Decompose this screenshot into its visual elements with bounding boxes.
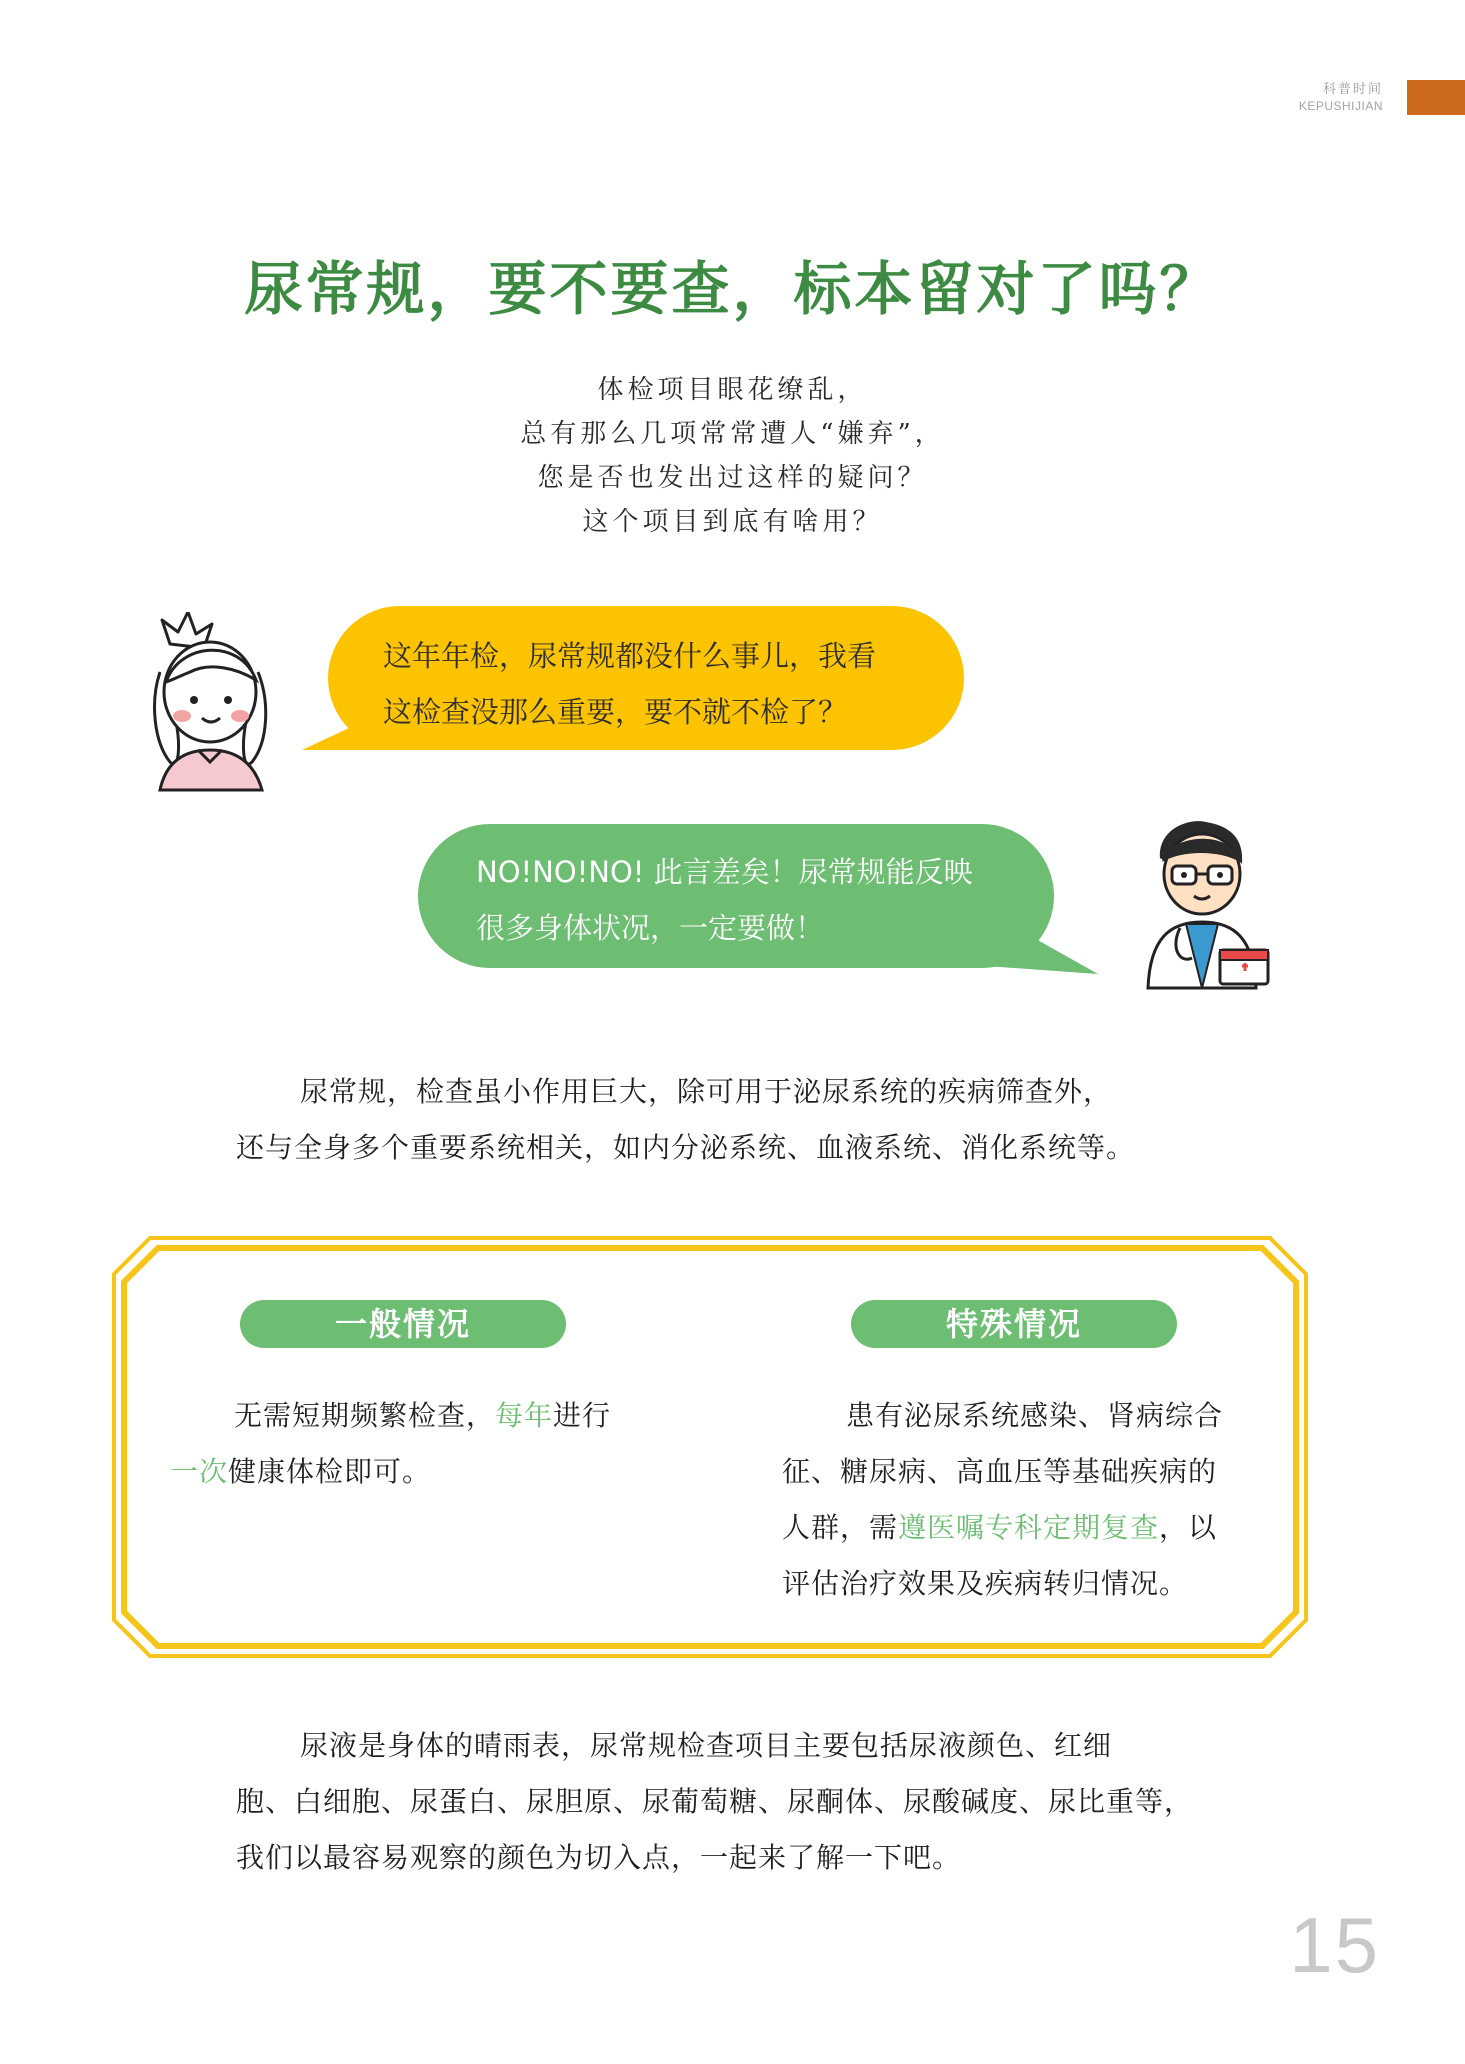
page-title: 尿常规，要不要查，标本留对了吗？ <box>244 255 1221 323</box>
page-number: 15 <box>1289 1901 1380 1989</box>
paragraph-line: 胞、白细胞、尿蛋白、尿胆原、尿葡萄糖、尿酮体、尿酸碱度、尿比重等， <box>236 1785 1194 1818</box>
text: 进行 <box>553 1399 612 1432</box>
case-line: 患有泌尿系统感染、肾病综合 <box>846 1399 1224 1432</box>
speech-line: 这年年检，尿常规都没什么事儿，我看 <box>383 639 877 673</box>
text: 无需短期频繁检查， <box>234 1399 496 1432</box>
doctor-icon <box>1140 818 1270 990</box>
section-accent-bar <box>1407 80 1465 115</box>
section-label-pinyin: KEPUSHIJIAN <box>1298 99 1383 113</box>
intro-line: 总有那么几项常常遭人“嫌弃”， <box>520 419 945 449</box>
label-special-case: 特殊情况 <box>851 1300 1177 1348</box>
highlight-text: 一次 <box>170 1455 229 1488</box>
intro-line: 体检项目眼花缭乱， <box>597 375 868 405</box>
paragraph-line: 尿液是身体的晴雨表，尿常规检查项目主要包括尿液颜色、红细 <box>300 1729 1113 1762</box>
paragraph-line: 尿常规，检查虽小作用巨大，除可用于泌尿系统的疾病筛查外， <box>300 1075 1113 1108</box>
text: 健康体检即可。 <box>228 1455 432 1488</box>
paragraph-line: 我们以最容易观察的颜色为切入点，一起来了解一下吧。 <box>236 1841 962 1874</box>
intro-text <box>0 368 1465 544</box>
speech-line: 很多身体状况，一定要做！ <box>476 911 825 945</box>
text: ，以 <box>1159 1511 1218 1544</box>
intro-line: 这个项目到底有啥用？ <box>582 507 883 537</box>
doctor-speech-text <box>476 844 973 956</box>
text: 人群，需 <box>782 1511 899 1544</box>
girl-speech-text <box>383 628 876 740</box>
speech-line: 这检查没那么重要，要不就不检了？ <box>383 695 848 729</box>
body-paragraph <box>236 1064 1135 1176</box>
body-paragraph <box>236 1718 1193 1886</box>
speech-line: NO!NO!NO! 此言差矣！尿常规能反映 <box>476 855 973 889</box>
general-case-text <box>170 1388 650 1500</box>
paragraph-line: 还与全身多个重要系统相关，如内分泌系统、血液系统、消化系统等。 <box>236 1131 1136 1164</box>
intro-line: 您是否也发出过这样的疑问？ <box>537 463 928 493</box>
section-label: 科普时间 <box>1322 82 1383 97</box>
case-line: 评估治疗效果及疾病转归情况。 <box>782 1567 1189 1600</box>
label-general-case: 一般情况 <box>240 1300 566 1348</box>
highlight-text: 每年 <box>495 1399 554 1432</box>
girl-crown-icon <box>140 612 290 792</box>
special-case-text <box>782 1388 1252 1612</box>
case-line: 征、糖尿病、高血压等基础疾病的 <box>782 1455 1218 1488</box>
highlight-text: 遵医嘱专科定期复查 <box>898 1511 1160 1544</box>
